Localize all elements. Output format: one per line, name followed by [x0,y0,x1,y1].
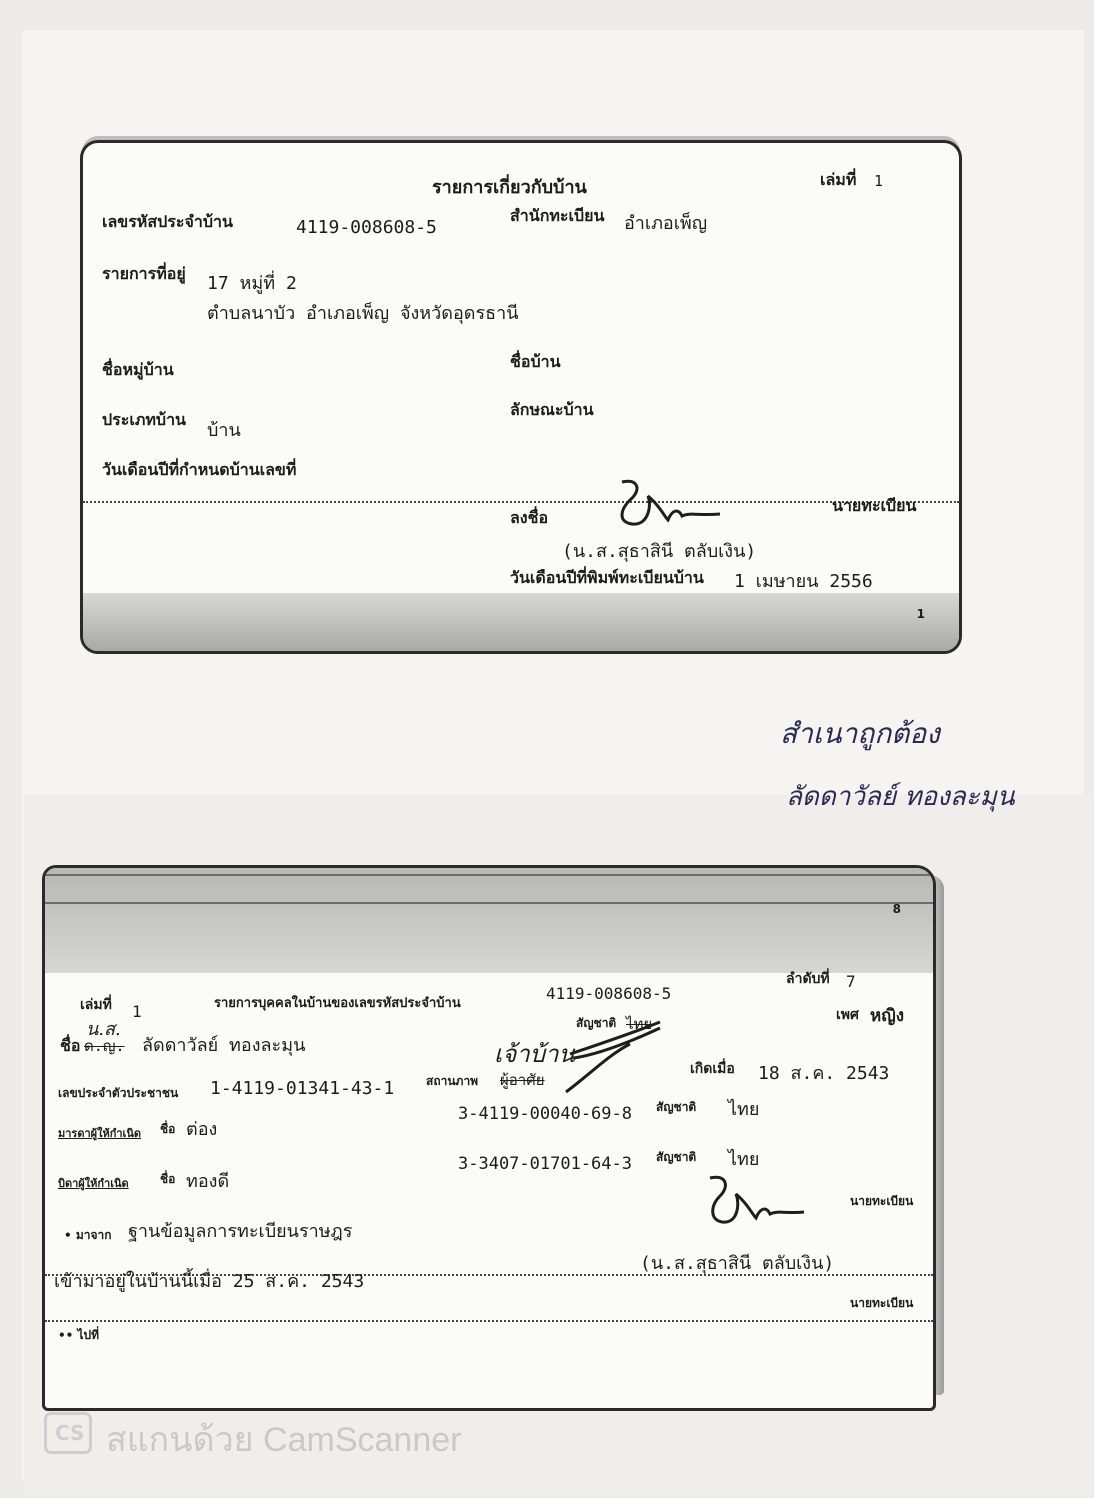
father-label: บิดาผู้ให้กำเนิด [58,1177,129,1190]
status-label: สถานภาพ [426,1074,479,1088]
registrar-label: นายทะเบียน [832,496,917,515]
id-number: 1-4119-01341-43-1 [210,1078,395,1099]
registrar-signature-2 [700,1170,810,1240]
registrar-label-2: นายทะเบียน [850,1296,914,1310]
number-date-label: วันเดือนปีที่กำหนดบ้านเลขที่ [102,460,297,479]
mother-nationality: ไทย [728,1099,760,1120]
registrar-signature-1 [608,476,728,532]
print-date-label: วันเดือนปีที่พิมพ์ทะเบียนบ้าน [510,568,704,587]
handwritten-signature-name: ลัดดาวัลย์ ทองละมุน [786,782,1015,812]
id-label: เลขประจำตัวประชาชน [58,1086,179,1100]
person-name: ลัดดาวัลย์ ทองละมุน [142,1035,306,1056]
address-label: รายการที่อยู่ [102,264,186,283]
father-name: ทองดี [186,1171,230,1192]
nationality-label: สัญชาติ [576,1016,617,1030]
move-in-date: เข้ามาอยู่ในบ้านนี้เมื่อ 25 ส.ค. 2543 [54,1271,365,1292]
book-label: เล่มที่ [80,997,112,1013]
address-line1: 17 หมู่ที่ 2 [207,273,297,294]
card-top-lines [45,874,933,904]
page-number: 8 [892,902,901,916]
card-bottom-band [83,593,959,651]
sign-label: ลงชื่อ [510,508,549,527]
person-details-card [42,865,936,1411]
house-type: บ้าน [207,420,241,441]
registrar-label-1: นายทะเบียน [850,1194,914,1208]
handwritten-certified-copy: สำเนาถูกต้อง [780,717,940,750]
mother-label: มารดาผู้ให้กำเนิด [58,1127,141,1140]
village-label: ชื่อหมู่บ้าน [102,360,174,379]
card-top-band [45,868,933,973]
book-number: 1 [874,172,884,190]
father-id: 3-3407-01701-64-3 [458,1154,632,1174]
house-type-label: ประเภทบ้าน [102,410,186,429]
card-title: รายการบุคคลในบ้านของเลขรหัสประจำบ้าน [214,996,461,1011]
book-number: 1 [132,1002,142,1021]
card-title: รายการเกี่ยวกับบ้าน [432,177,587,198]
title-struck: ด.ญ. [84,1037,125,1055]
registry-office: อำเภอเพ็ญ [624,213,708,234]
title-handwritten: น.ส. [86,1019,121,1040]
logo-text: CS [55,1421,85,1445]
handwritten-strike-mark [560,1014,670,1094]
signature-divider [83,501,959,503]
mother-name-label: ชื่อ [160,1122,176,1136]
status-handwritten: เจ้าบ้าน [494,1040,575,1068]
nationality-struck: ไทย [626,1015,653,1033]
mother-nationality-label: สัญชาติ [656,1100,697,1114]
seq-label: ลำดับที่ [786,971,830,987]
seq-number: 7 [846,972,856,991]
mother-id: 3-4119-00040-69-8 [458,1104,632,1124]
father-nationality: ไทย [728,1149,760,1170]
name-label: ชื่อ [60,1036,81,1055]
registry-office-label: สำนักทะเบียน [510,206,605,225]
page-number: 1 [916,607,925,621]
sex-value: หญิง [870,1006,904,1026]
house-name-label: ชื่อบ้าน [510,352,561,371]
house-code: 4119-008608-5 [546,984,672,1003]
house-code-label: เลขรหัสประจำบ้าน [102,212,233,231]
move-out-label: •• ไปที่ [58,1328,100,1342]
book-label: เล่มที่ [820,170,857,189]
house-code: 4119-008608-5 [296,217,437,238]
divider-dotted-2 [45,1320,933,1322]
camscanner-logo-icon [44,1412,92,1454]
mother-name: ต่อง [186,1119,218,1140]
house-character-label: ลักษณะบ้าน [510,400,594,419]
registrar-name: (น.ส.สุธาสินี ตลับเงิน) [640,1253,835,1274]
print-date: 1 เมษายน 2556 [734,571,873,592]
from-label: • มาจาก [64,1228,112,1242]
status-struck: ผู้อาศัย [500,1071,545,1089]
registrar-name: (น.ส.สุธาสินี ตลับเงิน) [562,541,757,562]
birth-date: 18 ส.ค. 2543 [758,1063,890,1084]
from-value: ฐานข้อมูลการทะเบียนราษฎร [128,1221,353,1242]
birth-label: เกิดเมื่อ [690,1061,735,1077]
scanner-watermark: สแกนด้วย CamScanner [106,1421,462,1459]
father-name-label: ชื่อ [160,1172,176,1186]
sex-label: เพศ [836,1007,859,1023]
address-line2: ตำบลนาบัว อำเภอเพ็ญ จังหวัดอุดรธานี [207,303,519,324]
father-nationality-label: สัญชาติ [656,1150,697,1164]
